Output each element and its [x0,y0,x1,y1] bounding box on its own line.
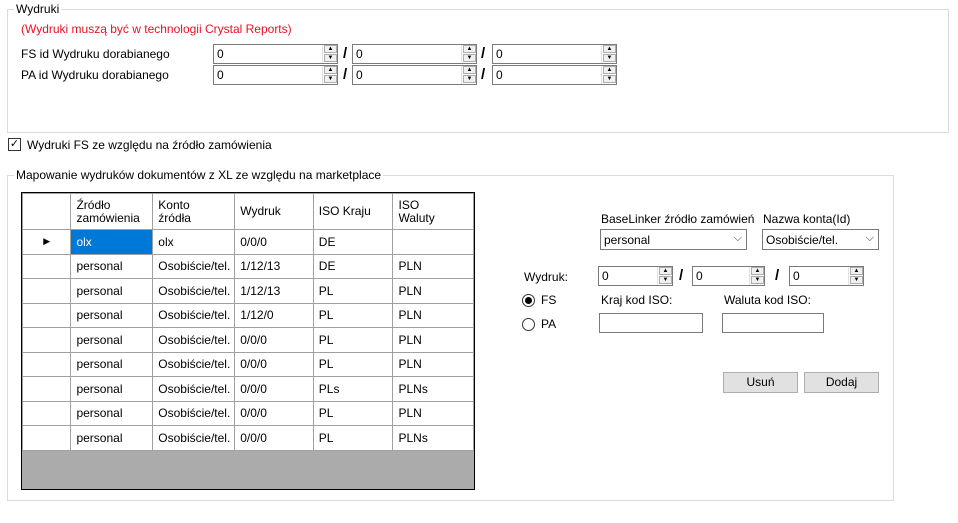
table-cell[interactable]: DE [313,230,393,255]
table-cell[interactable]: PLN [393,401,474,426]
table-cell[interactable]: Osobiście/tel. [153,328,235,353]
radio-fs-label[interactable]: FS [541,293,557,307]
radio-fs[interactable] [522,294,535,307]
spin-down-icon[interactable]: ▼ [324,75,337,83]
spin-down-icon[interactable]: ▼ [463,54,476,62]
table-cell[interactable]: Osobiście/tel. [153,377,235,402]
row-header[interactable] [23,254,71,279]
spin-up-icon[interactable]: ▲ [603,45,616,53]
column-header-account[interactable]: Konto źródła [153,194,235,230]
spin-down-icon[interactable]: ▼ [603,75,616,83]
spin-down-icon[interactable]: ▼ [603,54,616,62]
remove-button[interactable]: Usuń [723,372,798,393]
fs-separator-1: / [343,45,348,62]
table-cell[interactable]: PLNs [393,426,474,451]
add-button[interactable]: Dodaj [804,372,879,393]
table-cell[interactable]: PLN [393,254,474,279]
table-cell[interactable]: PL [313,279,393,304]
table-cell[interactable]: 1/12/13 [235,254,314,279]
mapping-print-id-3[interactable]: 0 ▲ ▼ [789,266,864,286]
table-row[interactable] [23,328,474,353]
spin-down-icon[interactable]: ▼ [324,54,337,62]
account-name-label: Nazwa konta(Id) [763,212,851,226]
account-name-combo[interactable]: Osobiście/tel. ⌵ [762,229,879,250]
table-cell[interactable]: 0/0/0 [235,401,314,426]
fs-by-source-label[interactable]: Wydruki FS ze względu na źródło zamówienia [27,138,272,152]
table-cell[interactable]: personal [71,279,153,304]
chevron-down-icon: ⌵ [733,232,742,244]
row-header[interactable] [23,303,71,328]
table-cell[interactable]: olx [153,230,235,255]
table-cell[interactable]: DE [313,254,393,279]
mapping-separator-2: / [775,267,780,284]
row-header[interactable] [23,352,71,377]
crystal-reports-warning: (Wydruki muszą być w technologii Crystal Reports) [21,22,292,36]
spin-down-icon[interactable]: ▼ [751,276,764,284]
print-label: Wydruk: [524,270,568,284]
pa-separator-2: / [481,66,486,83]
row-header[interactable] [23,426,71,451]
table-cell[interactable]: PLNs [393,377,474,402]
spin-up-icon[interactable]: ▲ [603,66,616,74]
column-header-iso-currency[interactable]: ISO Waluty [393,194,474,230]
radio-pa-label[interactable]: PA [541,317,557,331]
table-cell[interactable]: 0/0/0 [235,230,314,255]
pa-print-label: PA id Wydruku dorabianego [21,68,169,82]
table-cell[interactable]: personal [71,377,153,402]
table-cell[interactable]: personal [71,303,153,328]
table-cell[interactable]: 0/0/0 [235,352,314,377]
column-header-source[interactable]: Źródło zamówienia [71,194,153,230]
table-cell[interactable]: PLN [393,279,474,304]
table-cell[interactable]: Osobiście/tel. [153,303,235,328]
table-cell[interactable]: PL [313,401,393,426]
spin-down-icon[interactable]: ▼ [659,276,672,284]
spin-up-icon[interactable]: ▲ [850,267,863,275]
table-cell[interactable]: olx [71,230,153,255]
table-row[interactable] [23,303,474,328]
table-cell[interactable]: personal [71,426,153,451]
row-header-corner [23,194,71,230]
table-row[interactable] [23,230,474,255]
mapping-print-id-2[interactable]: 0 ▲ ▼ [692,266,765,286]
fs-print-id-1[interactable]: 0 ▲ ▼ [213,44,338,64]
country-iso-input[interactable] [599,313,703,333]
table-cell[interactable]: personal [71,401,153,426]
spin-up-icon[interactable]: ▲ [751,267,764,275]
mapping-data-grid[interactable] [21,192,475,490]
currency-iso-label: Waluta kod ISO: [724,293,811,307]
radio-pa[interactable] [522,318,535,331]
chevron-down-icon: ⌵ [865,232,874,244]
table-cell[interactable]: PL [313,352,393,377]
baselinker-source-combo[interactable]: personal ⌵ [600,229,747,250]
table-row[interactable] [23,279,474,304]
fs-print-label: FS id Wydruku dorabianego [21,47,170,61]
table-cell[interactable]: PL [313,426,393,451]
spin-up-icon[interactable]: ▲ [324,45,337,53]
table-cell[interactable]: 1/12/0 [235,303,314,328]
table-cell[interactable]: PLN [393,328,474,353]
spin-up-icon[interactable]: ▲ [324,66,337,74]
row-header[interactable] [23,279,71,304]
table-cell[interactable]: Osobiście/tel. [153,426,235,451]
baselinker-source-label: BaseLinker źródło zamówień [601,212,755,226]
currency-iso-input[interactable] [722,313,824,333]
spin-up-icon[interactable]: ▲ [463,45,476,53]
row-header[interactable] [23,401,71,426]
row-header[interactable] [23,377,71,402]
prints-group-title: Wydruki [16,2,60,16]
column-header-iso-country[interactable]: ISO Kraju [313,194,393,230]
table-row[interactable] [23,377,474,402]
column-header-print[interactable]: Wydruk [235,194,314,230]
country-iso-label: Kraj kod ISO: [601,293,673,307]
table-cell[interactable] [393,230,474,255]
mapping-print-id-1[interactable]: 0 ▲ ▼ [598,266,673,286]
row-header[interactable] [23,328,71,353]
table-cell[interactable]: personal [71,254,153,279]
table-cell[interactable]: 1/12/13 [235,279,314,304]
table-cell[interactable]: Osobiście/tel. [153,254,235,279]
table-cell[interactable]: 0/0/0 [235,377,314,402]
fs-separator-2: / [481,45,486,62]
table-row[interactable] [23,401,474,426]
table-cell[interactable]: Osobiście/tel. [153,279,235,304]
spin-up-icon[interactable]: ▲ [659,267,672,275]
table-cell[interactable]: personal [71,328,153,353]
table-cell[interactable]: 0/0/0 [235,328,314,353]
current-row-indicator-icon: ▶ [23,230,71,255]
fs-print-id-2[interactable]: 0 ▲ ▼ [352,44,477,64]
table-row[interactable] [23,254,474,279]
table-cell[interactable]: PLs [313,377,393,402]
table-row[interactable] [23,426,474,451]
pa-print-id-3[interactable]: 0 ▲ ▼ [492,65,617,85]
spin-up-icon[interactable]: ▲ [463,66,476,74]
fs-print-id-3[interactable]: 0 ▲ ▼ [492,44,617,64]
table-cell[interactable]: PLN [393,352,474,377]
pa-separator-1: / [343,66,348,83]
table-cell[interactable]: Osobiście/tel. [153,352,235,377]
table-cell[interactable]: Osobiście/tel. [153,401,235,426]
table-cell[interactable]: 0/0/0 [235,426,314,451]
pa-print-id-1[interactable]: 0 ▲ ▼ [213,65,338,85]
mapping-table [22,193,474,451]
table-row[interactable] [23,352,474,377]
spin-down-icon[interactable]: ▼ [463,75,476,83]
mapping-group-title: Mapowanie wydruków dokumentów z XL ze względu na marketplace [16,168,382,182]
pa-print-id-2[interactable]: 0 ▲ ▼ [352,65,477,85]
table-cell[interactable]: PLN [393,303,474,328]
fs-by-source-checkbox[interactable]: ✓ [9,138,20,150]
table-cell[interactable]: PL [313,328,393,353]
table-header-row [23,194,474,230]
mapping-separator-1: / [679,267,684,284]
table-cell[interactable]: PL [313,303,393,328]
spin-down-icon[interactable]: ▼ [850,276,863,284]
table-cell[interactable]: personal [71,352,153,377]
